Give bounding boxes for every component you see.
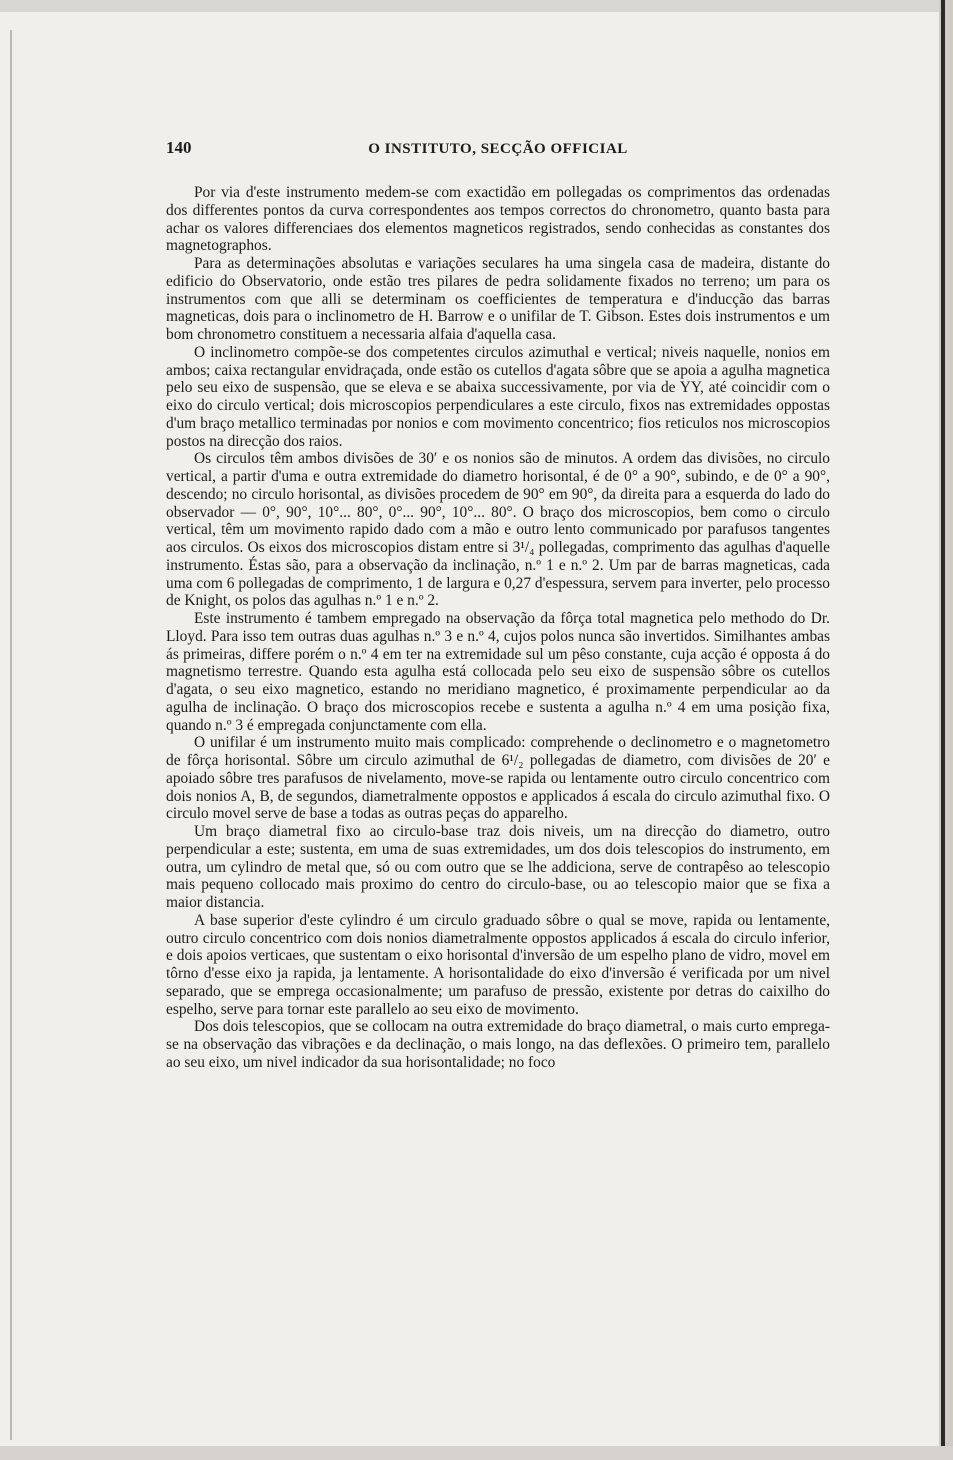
paragraph: Dos dois telescopios, que se collocam na outra extremidade do braço diametral, o mais curto emprega-se na observação das vibrações e da declinação, o mais longo, na das deflexões. O primeiro tem, parallelo ao seu eixo, um nivel indicador da sua horisontalidade; no foco xyxy=(166,1018,830,1071)
paragraph: Um braço diametral fixo ao circulo-base traz dois niveis, um na direcção do diametro, outro perpendicular a este; sustenta, em uma de suas extremidades, um dos dois telescopios do instrumento, em outra, um cylindro de metal que, só ou com outro que se lhe addiciona, serve de contrapêso ao telescopio mais pequeno collocado mais proximo do centro do circulo-base, ou ao telescopio maior que se fixa a maior distancia. xyxy=(166,823,830,911)
journal-section-title: O INSTITUTO, SECÇÃO OFFICIAL xyxy=(368,141,628,157)
scan-edge-bottom xyxy=(0,1446,953,1460)
paragraph: Por via d'este instrumento medem-se com exactidão em pollegadas os comprimentos das ordenadas dos differentes pontos da curva correspondentes aos tempos correctos do chronometro, quanto basta para achar os valores differenciaes dos elementos magneticos registrados, sendo conhecidas as constantes dos magnetographos. xyxy=(166,184,830,255)
paragraph: O unifilar é um instrumento muito mais complicado: comprehende o declinometro e o magnetometro de fôrça horisontal. Sôbre um circulo azimuthal de 6¹/₂ pollegadas de diametro, com divisões de 20′ e apoiado sôbre tres parafusos de nivelamento, move-se rapida ou lentamente outro circulo concentrico com dois nonios A, B, de segundos, diametralmente oppostos e applicados á escala do circulo azimuthal fixo. O circulo movel serve de base a todas as outras peças do apparelho. xyxy=(166,734,830,823)
paragraph: Os circulos têm ambos divisões de 30′ e os nonios são de minutos. A ordem das divisões, no circulo vertical, a partir d'uma e outra extremidade do diametro horisontal, é de 0° a 90°, subindo, e de 0° a 90°, descendo; no circulo horisontal, as divisões procedem de 90° em 90°, da direita para a esquerda do lado do observador — 0°, 90°, 10°... 80°, 0°... 90°, 10°... 80°. O braço dos microscopios, bem como o circulo vertical, têm um movimento rapido dado com a mão e outro lento communicado por parafusos tangentes aos circulos. Os eixos dos microscopios distam entre si 3¹/₄ pollegadas, comprimento das agulhas d'aquelle instrumento. Éstas são, para a observação da inclinação, n.º 1 e n.º 2. Um par de barras magneticas, cada uma com 6 pollegadas de comprimento, 1 de largura e 0,27 d'espessura, servem para inverter, pelo processo de Knight, os polos das agulhas n.º 1 e n.º 2. xyxy=(166,450,830,610)
running-head xyxy=(166,138,830,164)
scan-margin-shadow xyxy=(10,30,12,1440)
paragraph: Para as determinações absolutas e variações seculares ha uma singela casa de madeira, distante do edificio do Observatorio, onde estão tres pilares de pedra solidamente fixados no terreno; um para os instrumentos com que alli se determinam os coefficientes de temperatura e d'inducção das barras magneticas, dois para o inclinometro de H. Barrow e o unifilar de T. Gibson. Estes dois instrumentos e um bom chronometro constituem a necessaria alfaia d'aquella casa. xyxy=(166,255,830,343)
page-number: 140 xyxy=(166,138,192,157)
paragraph: O inclinometro compõe-se dos competentes circulos azimuthal e vertical; niveis naquelle, nonios em ambos; caixa rectangular envidraçada, onde estão os cutellos d'agata sôbre que se apoia a agulha magnetica pelo seu eixo de suspensão, que se eleva e se abaixa successivamente, por via de YY, até coincidir com o eixo do circulo vertical; dois microscopios perpendiculares a este circulo, fixos nas extremidades oppostas d'um braço metallico terminadas por nonios e com movimento concentrico; fios reticulos nos microscopios postos na direcção dos raios. xyxy=(166,343,830,450)
paragraph: Este instrumento é tambem empregado na observação da fôrça total magnetica pelo methodo do Dr. Lloyd. Para isso tem outras duas agulhas n.º 3 e n.º 4, cujos polos nunca são invertidos. Similhantes ambas ás primeiras, differe porém o n.º 4 em ter na extremidade sul um pêso constante, cuja acção é opposta á do magnetismo terrestre. Quando esta agulha está collocada pelo seu eixo de suspensão sôbre os cutellos d'agata, o seu eixo magnetico, estando no meridiano magnetico, é proximamente perpendicular ao da agulha de inclinação. O braço dos microscopios recebe e sustenta a agulha n.º 4 em uma posição fixa, quando n.º 3 é empregada conjunctamente com ella. xyxy=(166,610,830,734)
scan-edge-top xyxy=(0,0,953,12)
page-content xyxy=(166,138,830,1072)
article-body xyxy=(166,184,830,1072)
scan-edge-right-shadow xyxy=(941,0,945,1460)
paragraph: A base superior d'este cylindro é um circulo graduado sôbre o qual se move, rapida ou lentamente, outro circulo concentrico com dois nonios diametralmente oppostos applicados á escala do circulo inferior, e dois apoios verticaes, que sustentam o eixo horisontal d'inversão de um espelho plano de vidro, movel em tôrno d'esse eixo ja rapida, ja lentamente. A horisontalidade do eixo d'inversão é verificada por um nivel separado, que se emprega occasionalmente; um parafuso de pressão, existente por detras do caixilho do espelho, serve para tornar este parallelo ao seu eixo de movimento. xyxy=(166,911,830,1018)
